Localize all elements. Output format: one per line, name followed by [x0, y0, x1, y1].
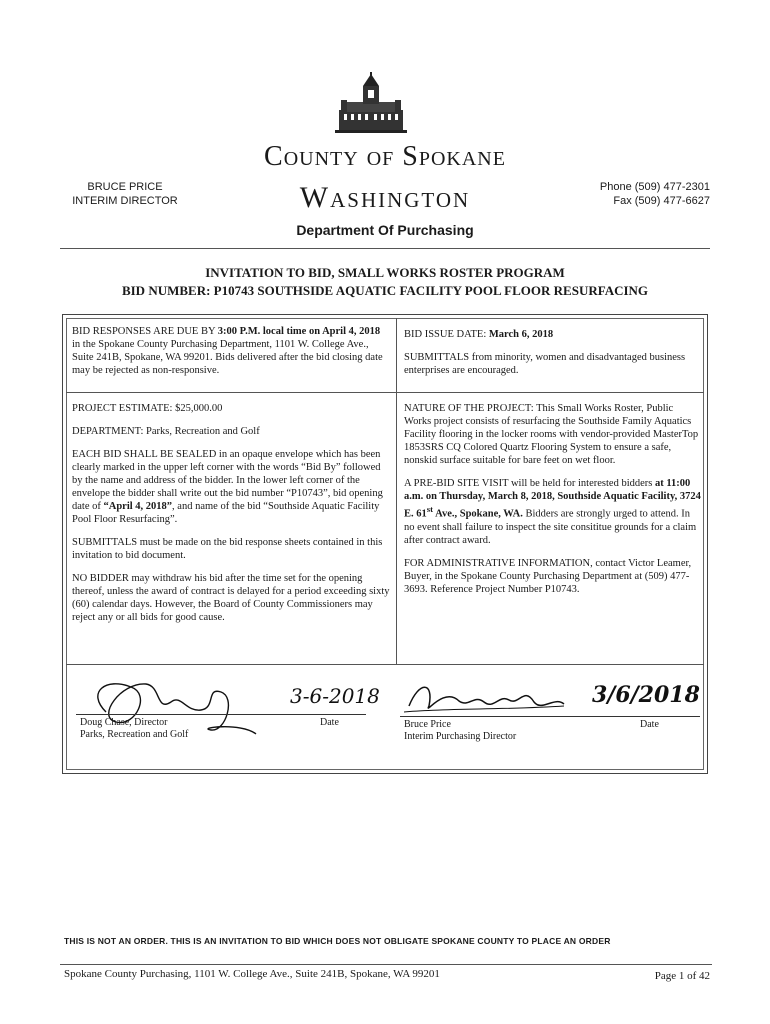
county-name: County of Spokane [264, 141, 506, 172]
project-nature: NATURE OF THE PROJECT: This Small Works Roster, Public Works project consists of resurfacing the Southside Family Aquatics Facility flooring in the locker rooms with vendor-provided MasterTop 1853SRS CQ Colored Quartz Flooring System to ensure a safe, nonskid surface suitable for bare feet on wet floor. [404, 403, 699, 466]
bid-title [60, 264, 710, 300]
project-estimate: PROJECT ESTIMATE: $25,000.00 [72, 403, 223, 414]
submittals-paragraph: SUBMITTALS must be made on the bid response sheets contained in this invitation to bid document. [72, 537, 383, 561]
left-signer-dept: Parks, Recreation and Golf [80, 729, 189, 740]
director-info [60, 180, 190, 208]
left-signer [80, 717, 188, 741]
row-divider-top [66, 392, 704, 393]
sealed-bid-paragraph: EACH BID SHALL BE SEALED in an opaque envelope which has been clearly marked in the upper left corner with the words “Bid By” followed by the name and address of the bidder. In the lower left corner of the envelope the bidder shall write out the bid number “P10743”, bid opening date of “April 4, 2018”, and name of the bid “Southside Aquatic Facility Pool Floor Resurfacing”. [72, 449, 383, 525]
department-name: Department Of Purchasing [296, 222, 474, 238]
right-date-label: Date [640, 719, 659, 730]
issue-date: BID ISSUE DATE: March 6, 2018 [404, 329, 554, 340]
right-signer [404, 719, 516, 743]
right-date-handwritten: 3/6/2018 [592, 682, 700, 708]
left-date-label: Date [320, 717, 339, 728]
fax-number: Fax (509) 477-6627 [613, 195, 710, 207]
row-divider-signatures [66, 664, 704, 665]
admin-info-paragraph: FOR ADMINISTRATIVE INFORMATION, contact Victor Leamer, Buyer, in the Spokane County Purchasing Department at (509) 477-3693. Reference Project Number P10743. [404, 557, 692, 595]
right-signer-name: Bruce Price [404, 719, 451, 730]
bid-title-line2: BID NUMBER: P10743 SOUTHSIDE AQUATIC FACILITY POOL FLOOR RESURFACING [121, 283, 649, 298]
minority-paragraph: SUBMITTALS from minority, women and disadvantaged business enterprises are encouraged. [404, 352, 686, 376]
footer-divider [60, 964, 712, 965]
right-signer-title: Interim Purchasing Director [404, 731, 517, 742]
director-name: BRUCE PRICE [87, 181, 163, 193]
left-signature-line [76, 714, 366, 715]
left-details [72, 402, 390, 634]
bid-title-line1: INVITATION TO BID, SMALL WORKS ROSTER PROGRAM [205, 265, 565, 280]
phone-number: Phone (509) 477-2301 [599, 181, 710, 193]
footer-address: Spokane County Purchasing, 1101 W. College Ave., Suite 241B, Spokane, WA 99201 [64, 968, 440, 980]
courthouse-icon [335, 72, 407, 134]
state-name: Washington [299, 181, 471, 214]
page-number: Page 1 of 42 [654, 970, 710, 982]
letterhead [180, 140, 590, 238]
department-line: DEPARTMENT: Parks, Recreation and Golf [72, 426, 260, 437]
issue-paragraphs [404, 328, 702, 387]
column-divider [396, 318, 397, 664]
right-signature-line [400, 716, 700, 717]
left-date-handwritten: 3-6-2018 [290, 684, 380, 708]
site-visit-paragraph: A PRE-BID SITE VISIT will be held for interested bidders at 11:00 a.m. on Thursday, March 8, 2018, Southside Aquatic Facility, 3724 E. 61st Ave., Spokane, WA. Bidders are strongly urged to attend. In no event shall failure to inspect the site consititue grounds for a claim after contract award. [404, 478, 701, 546]
not-an-order-notice: THIS IS NOT AN ORDER. THIS IS AN INVITATION TO BID WHICH DOES NOT OBLIGATE SPOKANE COUNTY TO PLACE AN ORDER [64, 936, 611, 946]
withdraw-paragraph: NO BIDDER may withdraw his bid after the time set for the opening thereof, unless the award of contract is delayed for a period exceeding sixty (60) calendar days. However, the Board of County Commissioners may reject any or all bids for good cause. [72, 573, 390, 623]
right-details [404, 402, 702, 606]
left-signer-name: Doug Chase, Director [80, 717, 168, 728]
header-divider [60, 248, 710, 249]
due-date-paragraph: BID RESPONSES ARE DUE BY 3:00 P.M. local time on April 4, 2018 in the Spokane County Purchasing Department, 1101 W. College Ave., Suite 241B, Spokane, WA 99201. Bids delivered after the bid closing date may be rejected as non-responsive. [72, 326, 383, 376]
contact-info [560, 180, 710, 208]
director-title: INTERIM DIRECTOR [72, 195, 178, 207]
